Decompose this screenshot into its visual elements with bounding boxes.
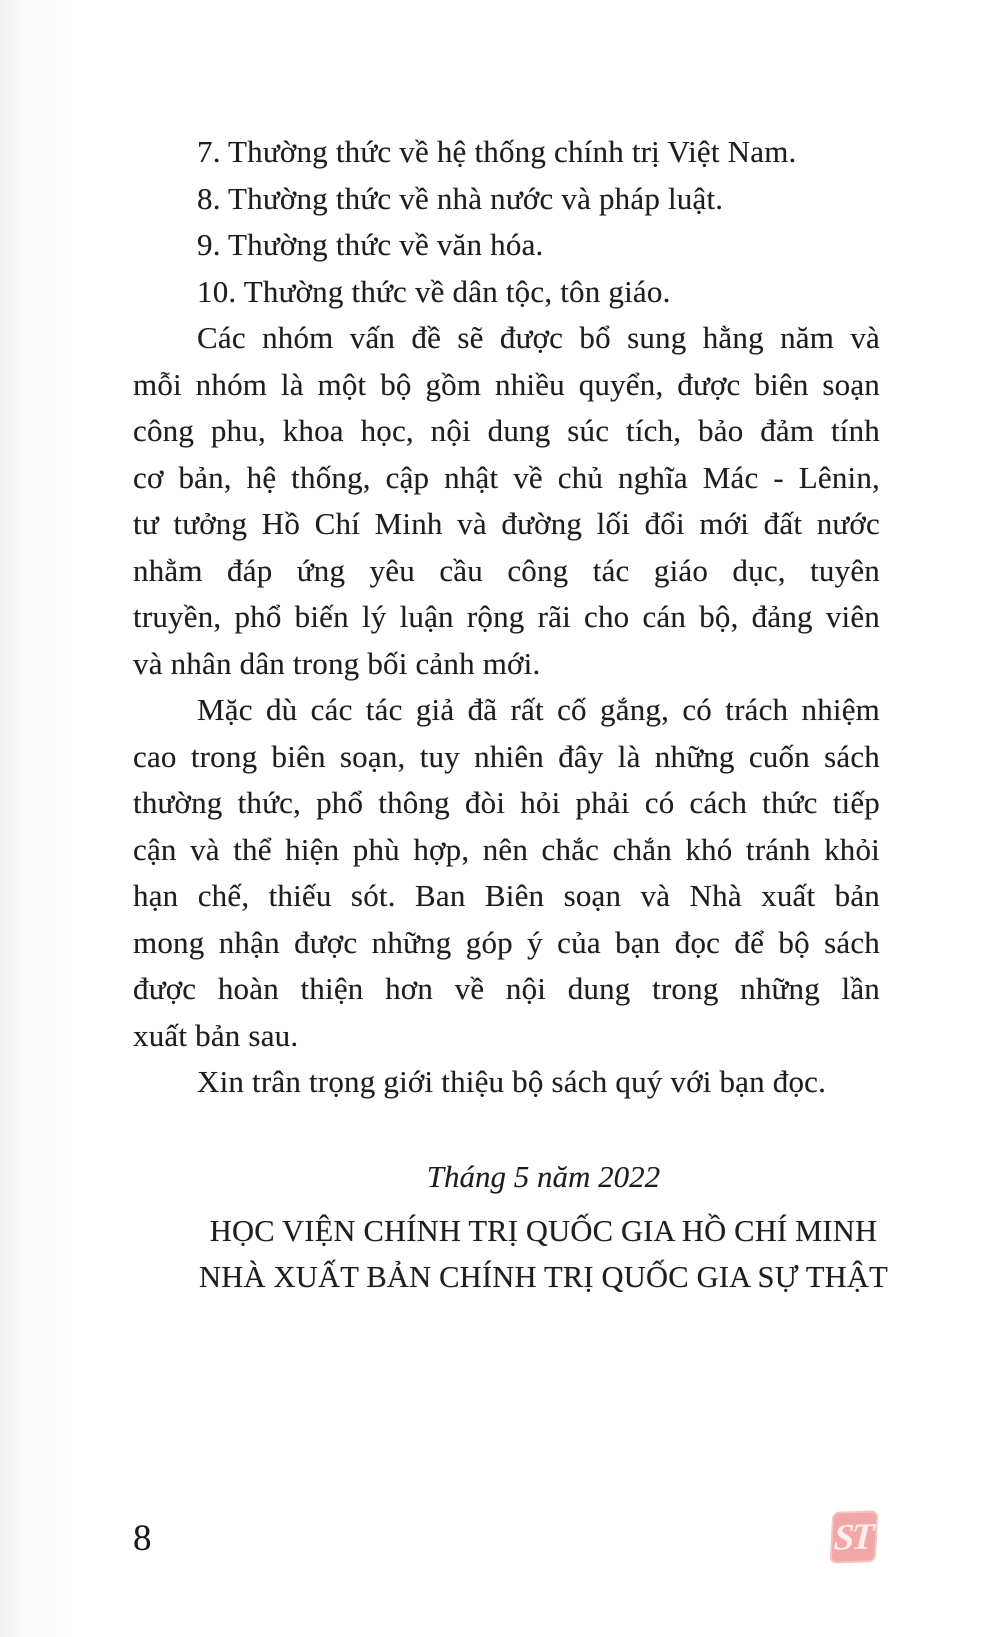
list-line: 8. Thường thức về nhà nước và pháp luật. — [197, 180, 724, 216]
text-line: Các nhóm vấn đề sẽ được bổ sung hằng năm và — [197, 320, 880, 355]
org-line-1: HỌC VIỆN CHÍNH TRỊ QUỐC GIA HỒ CHÍ MINH — [209, 1214, 878, 1248]
text-line: xuất bản sau. — [133, 1017, 299, 1053]
text-line: và nhân dân trong bối cảnh mới. — [133, 645, 541, 681]
paragraph — [133, 315, 880, 687]
text-line: được hoàn thiện hơn về nội dung trong những lần — [133, 971, 880, 1006]
org-line-2: NHÀ XUẤT BẢN CHÍNH TRỊ QUỐC GIA SỰ THẬT — [199, 1260, 888, 1294]
text-line: mỗi nhóm là một bộ gồm nhiều quyển, được biên soạn — [133, 366, 880, 402]
st-publisher-watermark — [830, 1510, 879, 1564]
text-line: thường thức, phổ thông đòi hỏi phải có cách thức tiếp — [133, 785, 880, 820]
scan-edge-shadow — [0, 0, 72, 1637]
body-paragraphs — [133, 315, 880, 1106]
text-line: nhằm đáp ứng yêu cầu công tác giáo dục, tuyên — [133, 552, 880, 588]
list-line: 7. Thường thức về hệ thống chính trị Việt Nam. — [197, 134, 797, 169]
text-line: công phu, khoa học, nội dung súc tích, bảo đảm tính — [133, 413, 880, 448]
text-line: mong nhận được những góp ý của bạn đọc để bộ sách — [133, 924, 880, 960]
text-line: tư tưởng Hồ Chí Minh và đường lối đổi mới đất nước — [133, 506, 880, 541]
signoff-block — [170, 1154, 917, 1301]
text-line: Mặc dù các tác giả đã rất cố gắng, có trách nhiệm — [197, 692, 880, 727]
st-watermark-text: ST — [832, 1515, 873, 1559]
page-content — [133, 129, 888, 1300]
page-number: 8 — [133, 1518, 152, 1559]
text-line: truyền, phổ biến lý luận rộng rãi cho cán bộ, đảng viên — [133, 599, 880, 634]
signoff-date: Tháng 5 năm 2022 — [426, 1158, 661, 1194]
text-line: cao trong biên soạn, tuy nhiên đây là những cuốn sách — [133, 738, 880, 774]
text-line: hạn chế, thiếu sót. Ban Biên soạn và Nhà xuất bản — [133, 878, 880, 913]
paragraph — [133, 1059, 880, 1106]
numbered-list — [133, 129, 880, 315]
text-line: Xin trân trọng giới thiệu bộ sách quý với bạn đọc. — [197, 1064, 827, 1099]
text-line: cận và thể hiện phù hợp, nên chắc chắn khó tránh khỏi — [133, 831, 880, 867]
list-line: 10. Thường thức về dân tộc, tôn giáo. — [197, 273, 671, 309]
list-line: 9. Thường thức về văn hóa. — [197, 227, 544, 262]
text-line: cơ bản, hệ thống, cập nhật về chủ nghĩa Mác - Lênin, — [133, 459, 880, 495]
paragraph — [133, 687, 880, 1059]
